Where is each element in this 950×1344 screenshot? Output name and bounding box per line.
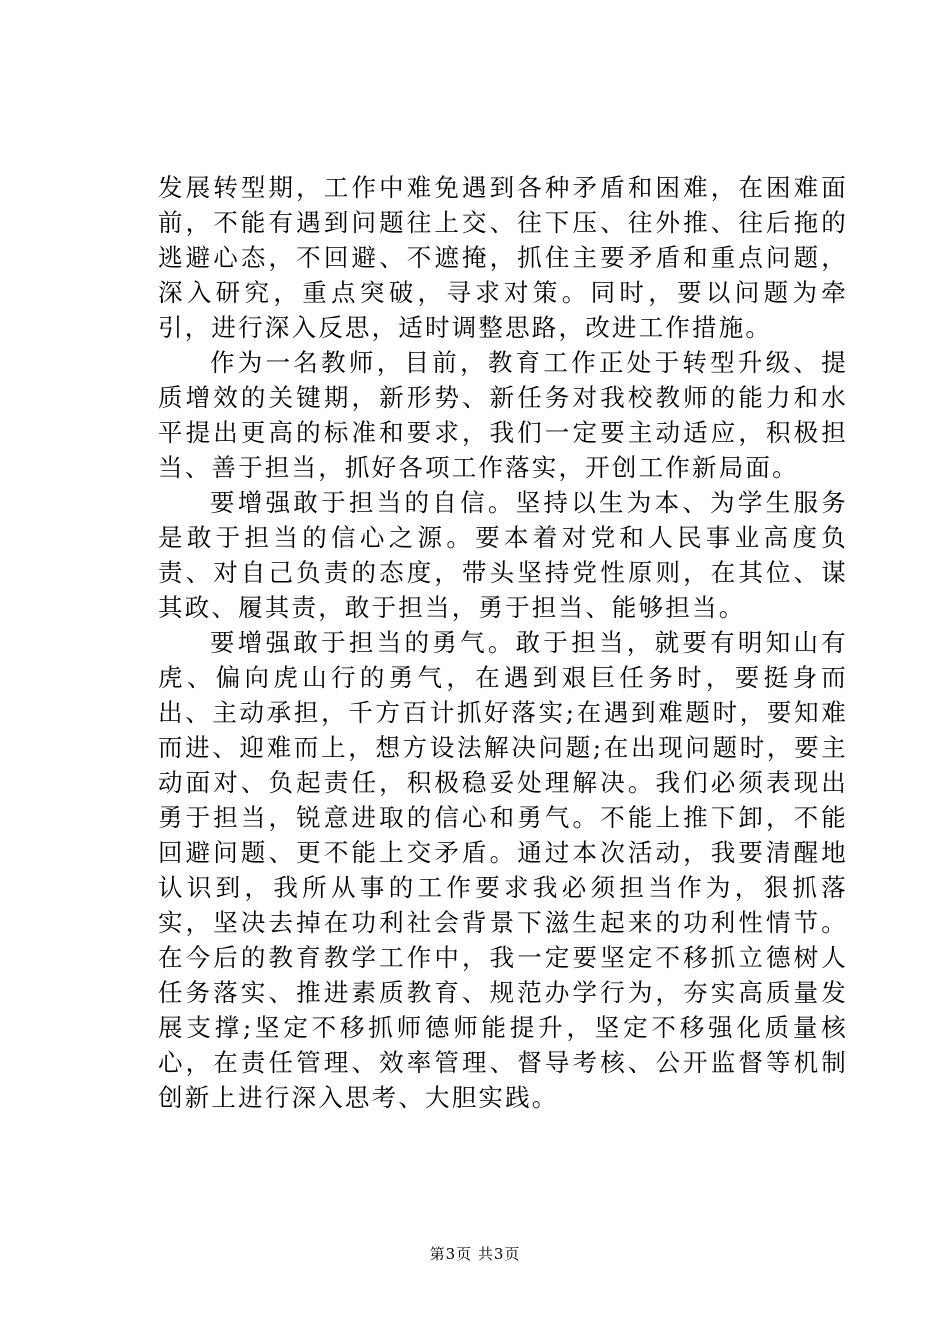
document-body xyxy=(158,170,848,1115)
paragraph-3: 要增强敢于担当的自信。坚持以生为本、为学生服务是敢于担当的信心之源。要本着对党和人民事业高度负责、对自己负责的态度，带头坚持党性原则，在其位、谋其政、履其责，敢于担当，勇于担当、能够担当。 xyxy=(158,488,848,622)
paragraph-1: 发展转型期，工作中难免遇到各种矛盾和困难，在困难面前，不能有遇到问题往上交、往下压、往外推、往后拖的逃避心态，不回避、不遮掩，抓住主要矛盾和重点问题，深入研究，重点突破，寻求对策。同时，要以问题为牵引，进行深入反思，适时调整思路，改进工作措施。 xyxy=(158,173,848,342)
page-footer: 第3页 共3页 xyxy=(429,1245,521,1263)
paragraph-4: 要增强敢于担当的勇气。敢于担当，就要有明知山有虎、偏向虎山行的勇气，在遇到艰巨任务时，要挺身而出、主动承担，千方百计抓好落实;在遇到难题时，要知难而进、迎难而上，想方设法解决问题;在出现问题时，要主动面对、负起责任，积极稳妥处理解决。我们必须表现出勇于担当，锐意进取的信心和勇气。不能上推下卸，不能回避问题、更不能上交矛盾。通过本次活动，我要清醒地认识到，我所从事的工作要求我必须担当作为，狠抓落实，坚决去掉在功利社会背景下滋生起来的功利性情节。在今后的教育教学工作中，我一定要坚定不移抓立德树人任务落实、推进素质教育、规范办学行为，夯实高质量发展支撑;坚定不移抓师德师能提升，坚定不移强化质量核心，在责任管理、效率管理、督导考核、公开监督等机制创新上进行深入思考、大胆实践。 xyxy=(158,628,848,1112)
paragraph-2: 作为一名教师，目前，教育工作正处于转型升级、提质增效的关键期，新形势、新任务对我校教师的能力和水平提出更高的标准和要求，我们一定要主动适应，积极担当、善于担当，抓好各项工作落实，开创工作新局面。 xyxy=(158,348,848,482)
